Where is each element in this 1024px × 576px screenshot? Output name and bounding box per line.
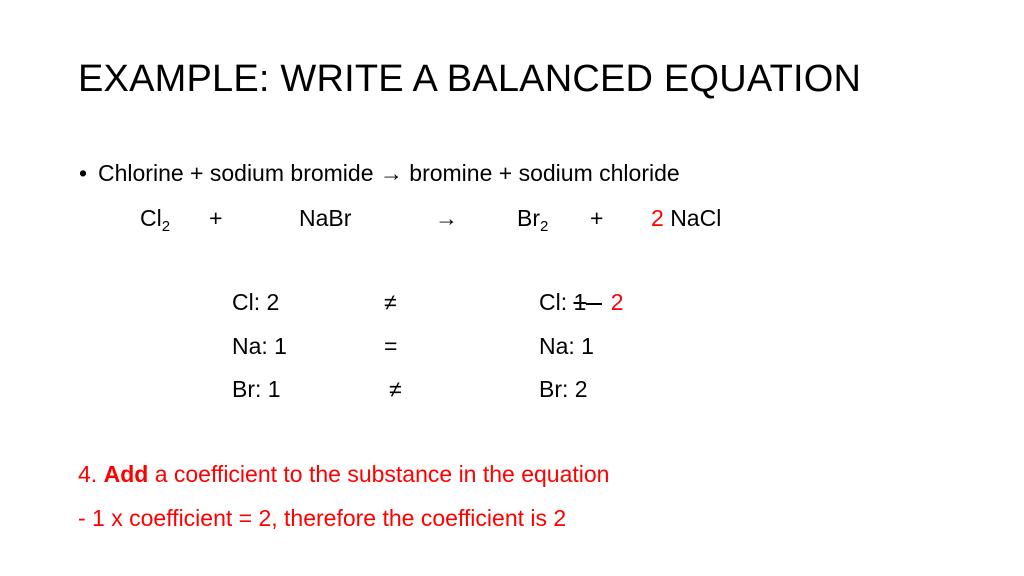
step-number: 4. bbox=[78, 461, 98, 487]
word-equation-products: bromine + sodium chloride bbox=[409, 160, 680, 186]
word-equation bbox=[98, 159, 680, 187]
plus-sign: + bbox=[590, 205, 604, 231]
step-note: - 1 x coefficient = 2, therefore the coefficient is 2 bbox=[78, 505, 567, 531]
step-keyword: Add bbox=[103, 461, 149, 487]
atom-count-right: Br: 2 bbox=[539, 376, 588, 402]
atom-label: Cl: bbox=[539, 289, 574, 315]
strike-extension bbox=[586, 303, 602, 305]
atom-count-right bbox=[539, 288, 623, 316]
reactant-chlorine bbox=[140, 204, 171, 235]
atom-count-right: Na: 1 bbox=[539, 333, 594, 359]
step-text: a coefficient to the substance in the equation bbox=[154, 461, 610, 487]
formula: NaCl bbox=[670, 205, 722, 231]
formula-subscript: 2 bbox=[161, 218, 171, 235]
coefficient: 2 bbox=[651, 205, 664, 231]
product-bromine bbox=[517, 204, 549, 235]
product-sodium-chloride bbox=[651, 204, 721, 232]
formula-base: Cl bbox=[140, 205, 162, 231]
equality-sign: = bbox=[384, 333, 398, 359]
corrected-count: 2 bbox=[610, 289, 624, 315]
formula-subscript: 2 bbox=[540, 218, 549, 235]
inequality-sign: ≠ bbox=[384, 289, 397, 315]
bullet-icon: • bbox=[79, 160, 88, 186]
plus-sign: + bbox=[209, 205, 223, 231]
step-instruction bbox=[78, 460, 609, 488]
atom-count-left: Na: 1 bbox=[232, 333, 287, 359]
atom-count-left: Cl: 2 bbox=[232, 289, 280, 315]
word-equation-reactants: Chlorine + sodium bromide bbox=[98, 160, 374, 186]
reactant-sodium-bromide: NaBr bbox=[299, 205, 352, 231]
reaction-arrow-icon: → bbox=[435, 205, 458, 231]
atom-count-left: Br: 1 bbox=[232, 376, 281, 402]
slide-title: EXAMPLE: WRITE A BALANCED EQUATION bbox=[78, 58, 862, 100]
crossed-out-count: 1 bbox=[573, 289, 587, 315]
inequality-sign: ≠ bbox=[389, 376, 402, 402]
formula-base: Br bbox=[517, 205, 540, 231]
arrow-right-icon: → bbox=[379, 160, 403, 186]
